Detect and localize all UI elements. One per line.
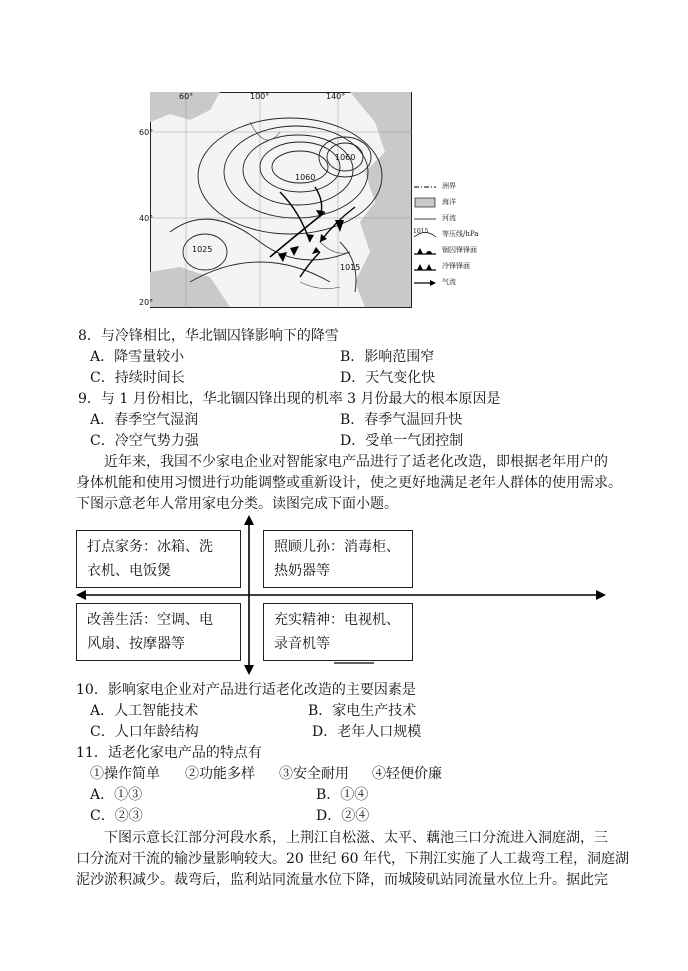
lat-label: 60°	[139, 128, 154, 137]
question-9-stem: 9．与 1 月份相比，华北锢囚锋出现的机率 3 月份最大的根本原因是	[78, 391, 501, 407]
question-11-item-4: ④轻便价廉	[372, 766, 442, 782]
question-10-option-d[interactable]: D．老年人口规模	[312, 724, 422, 740]
weather-map-svg	[139, 92, 412, 308]
legend-item: 1015 等压线/hPa	[413, 228, 479, 238]
question-11-item-1: ①操作简单	[90, 766, 160, 782]
boundary-line-icon	[414, 182, 436, 191]
question-10-option-a[interactable]: A．人工智能技术	[90, 703, 199, 719]
map-legend	[412, 180, 522, 295]
legend-item: 气流	[412, 276, 522, 288]
legend-item: 锢囚锋锋面	[412, 244, 522, 256]
question-8-option-b[interactable]: B．影响范围窄	[340, 349, 435, 365]
question-11-option-c[interactable]: C．②③	[90, 808, 143, 824]
category-box-childcare: 照顾儿孙：消毒柜、 热奶器等	[263, 530, 413, 588]
question-8-option-d[interactable]: D．天气变化快	[340, 370, 436, 386]
question-9-option-d[interactable]: D．受单一气团控制	[340, 433, 464, 449]
lat-label: 40°	[139, 214, 154, 223]
question-11-item-2: ②功能多样	[185, 766, 255, 782]
question-11-option-d[interactable]: D．②④	[316, 808, 370, 824]
river-line-icon	[414, 214, 436, 223]
isobar-label: 1060	[335, 153, 356, 162]
question-9-option-b[interactable]: B．春季气温回升快	[340, 412, 463, 428]
ocean-fill-icon	[414, 198, 436, 207]
question-10-option-c[interactable]: C．人口年龄结构	[90, 724, 199, 740]
weather-map	[139, 92, 412, 308]
airflow-arrow-icon	[414, 278, 436, 287]
question-11-item-3: ③安全耐用	[279, 766, 349, 782]
passage-1-line: 下图示意老年人常用家电分类。读图完成下面小题。	[76, 496, 398, 512]
legend-item: 洲界	[412, 180, 522, 192]
passage-1-line: 近年来，我国不少家电企业对智能家电产品进行了适老化改造，即根据老年用户的	[104, 454, 608, 470]
occluded-front-icon	[414, 246, 436, 255]
passage-2-line: 口分流对干流的输沙量影响较大。20 世纪 60 年代，下荆江实施了人工裁弯工程，洞庭湖	[76, 851, 629, 867]
question-11-stem: 11．适老化家电产品的特点有	[76, 745, 262, 761]
question-9-option-c[interactable]: C．冷空气势力强	[90, 433, 199, 449]
question-8-stem: 8．与冷锋相比，华北锢囚锋影响下的降雪	[78, 328, 339, 344]
question-11-option-b[interactable]: B．①④	[316, 787, 369, 803]
legend-item: 海洋	[412, 196, 522, 208]
passage-1-line: 身体机能和使用习惯进行功能调整或重新设计，使之更好地满足老年人群体的使用需求。	[76, 475, 622, 491]
category-box-spirit: 充实精神：电视机、 录音机等	[263, 603, 413, 661]
legend-item: 冷锋锋面	[412, 260, 522, 272]
question-11-option-a[interactable]: A．①③	[90, 787, 143, 803]
lon-label: 60°	[179, 92, 194, 101]
isobar-label: 1060	[295, 173, 316, 182]
question-10-stem: 10．影响家电企业对产品进行适老化改造的主要因素是	[76, 682, 416, 698]
cold-front-icon	[414, 262, 436, 271]
isobar-label: 1025	[192, 245, 213, 254]
question-8-option-c[interactable]: C．持续时间长	[90, 370, 185, 386]
category-box-life: 改善生活：空调、电 风扇、按摩器等	[76, 603, 241, 661]
lat-label: 20°	[139, 298, 154, 307]
question-10-option-b[interactable]: B．家电生产技术	[308, 703, 417, 719]
category-box-housework: 打点家务：冰箱、洗 衣机、电饭煲	[76, 530, 241, 588]
lon-label: 100°	[250, 92, 270, 101]
passage-2-line: 下图示意长江部分河段水系，上荆江自松滋、太平、藕池三口分流进入洞庭湖，三	[104, 830, 608, 846]
legend-item: 河流	[412, 212, 522, 224]
isobar-label: 1015	[340, 263, 361, 272]
lon-label: 140°	[326, 92, 346, 101]
question-9-option-a[interactable]: A．春季空气湿润	[90, 412, 199, 428]
question-8-option-a[interactable]: A．降雪量较小	[90, 349, 185, 365]
passage-2-line: 泥沙淤积减少。裁弯后，监利站同流量水位下降，而城陵矶站同流量水位上升。据此完	[76, 872, 608, 888]
